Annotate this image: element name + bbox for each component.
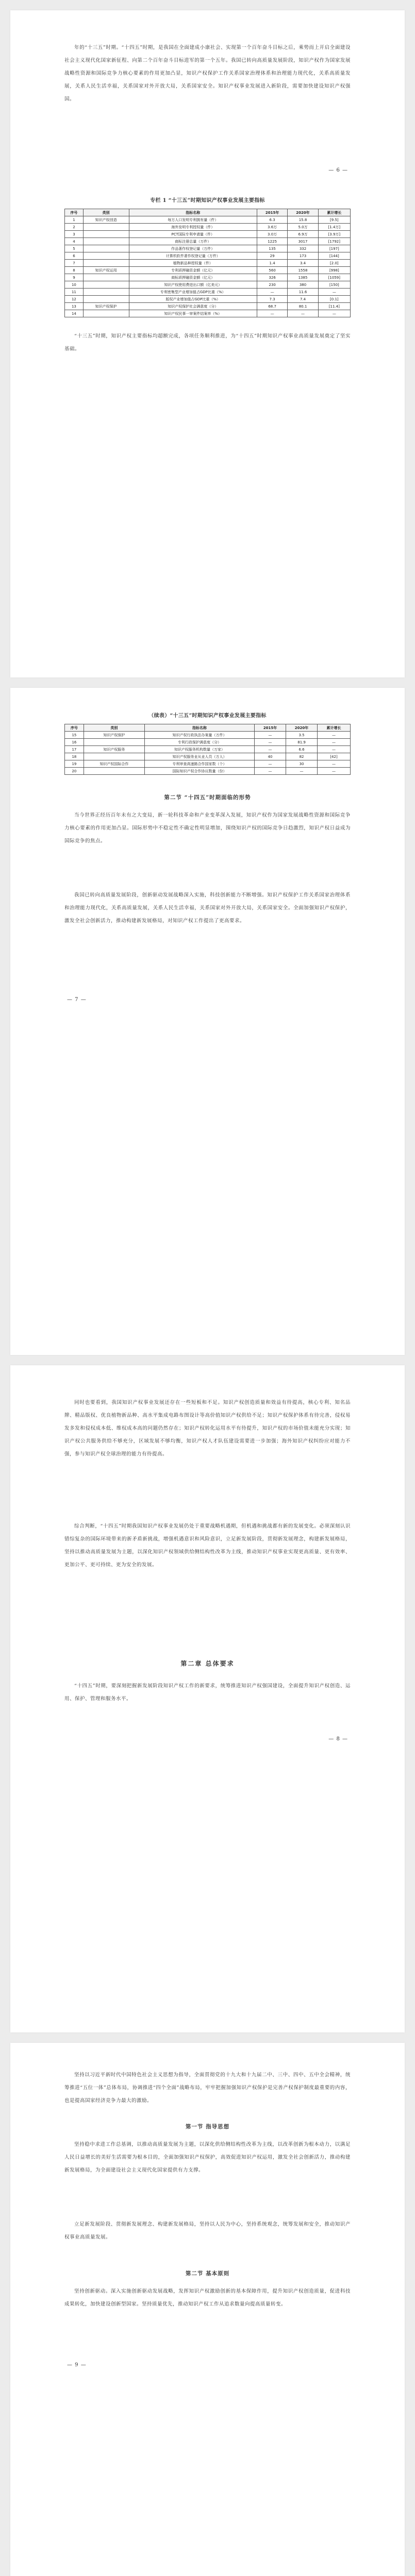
table-header-cell: 类别 [83, 209, 129, 216]
table-cell [83, 310, 129, 317]
table-cell: 560 [257, 267, 287, 274]
table-cell: — [318, 732, 351, 739]
table-cell: — [318, 746, 351, 753]
table-row [65, 760, 351, 768]
indicator-table-continued [64, 724, 351, 775]
table-cell: 每万人口发明专利拥有量（件） [129, 216, 257, 224]
table-row [65, 274, 351, 281]
paragraph: “十三五”时期，知识产权主要指标均超额完成，各项任务顺利推进，为“十四五”时期知识产权事业高质量发展奠定了坚实基础。 [64, 333, 351, 352]
table-cell: 81.9 [286, 739, 318, 746]
table-cell: 30 [286, 760, 318, 768]
page-number: — 9 — [67, 2362, 87, 2368]
table-cell: 1.4 [257, 260, 287, 267]
table-cell [84, 739, 144, 746]
table-cell: — [255, 768, 286, 775]
table-cell: 3.0万 [257, 231, 287, 238]
paragraph: 我国已转向高质量发展阶段，创新驱动发展战略深入实施，科技创新能力不断增强。知识产权保护工作关系国家治理体系和治理能力现代化，关系高质量发展，关系人民生活幸福，关系国家对外开放大局，关系国家安全。全面加强知识产权保护，激发全社会创新活力，推动构建新发展格局，对知识产权工作提出了更高要求。 [64, 892, 351, 924]
table-cell: 计算机软件著作权登记量（万件） [129, 252, 257, 260]
paragraph: 坚持稳中求进工作总基调，以推动高质量发展为主题，以深化供给侧结构性改革为主线，以改革创新为根本动力，以满足人民日益增长的美好生活需要为根本目的，全面加强知识产权保护，高效促进知识产权运用，激发全社会创新活力，推动构建新发展格局，为全面建设社会主义现代化国家提供有力支撑。 [64, 2142, 351, 2173]
table-cell [83, 296, 129, 303]
table-cell: [998] [318, 267, 350, 274]
table-cell: 知识产权保护社会满意度（分） [129, 303, 257, 310]
section-title: 第一节 指导思想 [185, 2124, 230, 2130]
document-page-1 [10, 10, 405, 677]
table-cell: 20 [65, 768, 84, 775]
paragraph: 年的“十三五”时期。“十四五”时期，是我国在全面建成小康社会、实现第一个百年奋斗目标之后，乘势而上开启全面建设社会主义现代化国家新征程、向第二个百年奋斗目标进军的第一个五年。我国已转向高质量发展阶段，知识产权作为国家发展战略性资源和国际竞争力核心要素的作用更加凸显，知识产权保护工作关系国家治理体系和治理能力现代化，关系高质量发展，关系人民生活幸福，关系国家对外开放大局，关系国家安全。知识产权事业发展进入新阶段，需要加快建设知识产权强国。 [64, 45, 351, 102]
table-cell: — [318, 768, 351, 775]
table-cell: — [255, 732, 286, 739]
table-cell: 13 [65, 303, 84, 310]
table-cell: 135 [257, 245, 287, 252]
table-header-cell: 2015年 [257, 209, 287, 216]
table-row [65, 310, 351, 317]
paragraph: 同时也要看到，我国知识产权事业发展还存在一些短板和不足。知识产权创造质量和效益有待提高，核心专利、知名品牌、精品版权、优良植物新品种、高水平集成电路布图设计等高价值知识产权供给不足；知识产权保护体系有待完善，侵权易发多发和侵权成本低、维权成本高的问题仍然存在；知识产权转化运用水平有待提升，知识产权的市场价值未能充分实现；知识产权公共服务供给不够充分，区域发展不够均衡，知识产权人才队伍建设需要进一步加强；海外知识产权纠纷应对能力不强，参与知识产权全球治理的能力有待提高。 [64, 1400, 351, 1457]
table-header-row [65, 724, 351, 732]
table-row [65, 739, 351, 746]
table-row [65, 303, 351, 310]
table-cell: 商标注册总量（万件） [129, 238, 257, 245]
table-cell: 3.6万 [257, 224, 287, 231]
table-cell: [1792] [318, 238, 350, 245]
table-cell [84, 768, 144, 775]
table-cell: — [318, 289, 350, 296]
table-cell: 3 [65, 231, 84, 238]
table-header-cell: 指标名称 [144, 724, 254, 732]
paragraph: 立足新发展阶段、贯彻新发展理念、构建新发展格局，坚持以人民为中心，坚持系统观念，统筹发展和安全，推动知识产权事业高质量发展。 [64, 2222, 351, 2240]
table-cell: 14 [65, 310, 84, 317]
table-cell: 版权产业增加值占GDP比重（%） [129, 296, 257, 303]
table-cell: 380 [288, 281, 318, 289]
table-cell: 作品著作权登记量（万件） [129, 245, 257, 252]
table-cell: [150] [318, 281, 350, 289]
table-cell: [1.4万] [318, 224, 350, 231]
table-row [65, 245, 351, 252]
table-cell: 知识产权创造 [83, 216, 129, 224]
table-cell: 知识产权保护 [83, 303, 129, 310]
table-row [65, 224, 351, 231]
table-cell: [9.5] [318, 216, 350, 224]
table-cell: 18 [65, 753, 84, 760]
table-cell: PCT国际专利申请量（件） [129, 231, 257, 238]
table-row [65, 753, 351, 760]
page-number: — 8 — [328, 1736, 348, 1742]
table-cell: 80.1 [288, 303, 318, 310]
table-cell: 332 [288, 245, 318, 252]
table-cell: 1225 [257, 238, 287, 245]
table-header-cell: 2015年 [255, 724, 286, 732]
table-cell [83, 260, 129, 267]
table-cell: — [257, 289, 287, 296]
document-page-2 [10, 688, 405, 1355]
indicator-table [64, 209, 351, 317]
table-cell: 知识产权服务 [84, 746, 144, 753]
table-cell: 6.6 [286, 746, 318, 753]
table-cell: [11.4] [318, 303, 350, 310]
table-cell: 商标质押融资金额（亿元） [129, 274, 257, 281]
table-cell: 海外发明专利授权量（件） [129, 224, 257, 231]
table-caption: 专栏 1 “十三五”时期知识产权事业发展主要指标 [150, 198, 265, 204]
table-cell: [2.0] [318, 260, 350, 267]
table-cell: 知识产权国际合作 [84, 760, 144, 768]
table-cell: 17 [65, 746, 84, 753]
table-cell: — [318, 310, 350, 317]
table-cell [84, 753, 144, 760]
table-cell: 15.8 [288, 216, 318, 224]
table-header-cell: 序号 [65, 209, 84, 216]
table-cell: 7.4 [288, 296, 318, 303]
table-cell: 9 [65, 274, 84, 281]
table-caption: （续表）“十三五”时期知识产权事业发展主要指标 [148, 713, 267, 719]
table-cell: 29 [257, 252, 287, 260]
table-cell: 知识产权行政执法办案量（万件） [144, 732, 254, 739]
table-cell: 326 [257, 274, 287, 281]
table-cell [83, 289, 129, 296]
table-cell: 1 [65, 216, 84, 224]
table-cell: 11.6 [288, 289, 318, 296]
table-cell: 16 [65, 739, 84, 746]
table-cell [83, 231, 129, 238]
table-header-cell: 2020年 [288, 209, 318, 216]
table-cell: [42] [318, 753, 351, 760]
table-cell: 植物新品种授权量（件） [129, 260, 257, 267]
table-cell: 5 [65, 245, 84, 252]
table-header-cell: 类别 [84, 724, 144, 732]
table-cell: 5.0万 [288, 224, 318, 231]
table-cell: — [255, 739, 286, 746]
table-row [65, 296, 351, 303]
table-cell: 6.3 [257, 216, 287, 224]
table-cell: 173 [288, 252, 318, 260]
table-cell: 专利行政保护满意度（分） [144, 739, 254, 746]
page-number: — 7 — [67, 997, 87, 1003]
table-cell [83, 281, 129, 289]
table-row [65, 281, 351, 289]
section-title: 第二节 基本原则 [185, 2270, 230, 2277]
table-cell [83, 274, 129, 281]
table-row [65, 732, 351, 739]
table-row [65, 768, 351, 775]
table-cell: 82 [286, 753, 318, 760]
paragraph: 当今世界正经历百年未有之大变局，新一轮科技革命和产业变革深入发展，知识产权作为国家发展战略性资源和国际竞争力核心要素的作用更加凸显。国际形势中不稳定性不确定性明显增加，围绕知识产权的国际竞争日趋激烈，知识产权日益成为国际竞争的焦点。 [64, 812, 351, 844]
table-cell: 7.3 [257, 296, 287, 303]
table-cell: 国际知识产权合作协议数量（份） [144, 768, 254, 775]
section-title: 第二节 “十四五”时期面临的形势 [164, 794, 251, 801]
table-cell: 知识产权服务机构数量（万家） [144, 746, 254, 753]
table-row [65, 216, 351, 224]
table-header-cell: 指标名称 [129, 209, 257, 216]
paragraph: 坚持以习近平新时代中国特色社会主义思想为指导，全面贯彻党的十九大和十九届二中、三中、四中、五中全会精神，统筹推进“五位一体”总体布局，协调推进“四个全面”战略布局，牢牢把握加强知识产权保护是完善产权保护制度最重要的内容，也是提高国家经济竞争力最大的激励。 [64, 2072, 351, 2104]
table-cell: 2 [65, 224, 84, 231]
table-cell: 4 [65, 238, 84, 245]
document-page-3 [10, 1365, 405, 2032]
table-cell: 知识产权民事一审案件结案率（%） [129, 310, 257, 317]
table-cell: 3.5 [286, 732, 318, 739]
paragraph: “十四五”时期，要深刻把握新发展阶段知识产权工作的新要求，统筹推进知识产权强国建设，全面提升知识产权创造、运用、保护、管理和服务水平。 [64, 1683, 351, 1702]
table-cell [83, 238, 129, 245]
table-header-cell: 序号 [65, 724, 84, 732]
table-row [65, 260, 351, 267]
table-cell: [197] [318, 245, 350, 252]
table-cell: 专利审查高速路合作国家数（个） [144, 760, 254, 768]
table-cell: 6.9万 [288, 231, 318, 238]
table-cell: 230 [257, 281, 287, 289]
table-header-cell: 累计增长 [318, 209, 350, 216]
table-cell: — [255, 760, 286, 768]
table-header-cell: 累计增长 [318, 724, 351, 732]
page-number: — 6 — [328, 167, 348, 173]
table-cell: 15 [65, 732, 84, 739]
table-cell: 知识产权使用费进出口额（亿美元） [129, 281, 257, 289]
table-cell: 专利密集型产业增加值占GDP比重（%） [129, 289, 257, 296]
table-cell: 10 [65, 281, 84, 289]
table-cell: — [286, 768, 318, 775]
chapter-title: 第二章 总体要求 [180, 1660, 235, 1667]
table-row [65, 231, 351, 238]
table-cell: 1385 [288, 274, 318, 281]
table-cell: [0.1] [318, 296, 350, 303]
table-row [65, 238, 351, 245]
table-row [65, 289, 351, 296]
table-row [65, 252, 351, 260]
table-row [65, 267, 351, 274]
table-cell: — [318, 739, 351, 746]
table-cell [83, 224, 129, 231]
table-cell: 11 [65, 289, 84, 296]
table-cell: [144] [318, 252, 350, 260]
table-cell: 知识产权运用 [83, 267, 129, 274]
table-cell: 知识产权服务业从业人员（万人） [144, 753, 254, 760]
table-cell [83, 252, 129, 260]
table-cell: 40 [255, 753, 286, 760]
table-cell: — [288, 310, 318, 317]
table-cell [83, 245, 129, 252]
table-cell: 12 [65, 296, 84, 303]
table-cell: 7 [65, 260, 84, 267]
document-page-4 [10, 2043, 405, 2576]
table-cell: 68.7 [257, 303, 287, 310]
table-cell: 3.4 [288, 260, 318, 267]
table-cell: [3.9万] [318, 231, 350, 238]
table-cell: — [318, 760, 351, 768]
table-cell: 19 [65, 760, 84, 768]
paragraph: 综合判断，“十四五”时期我国知识产权事业发展仍处于重要战略机遇期，但机遇和挑战都有新的发展变化。必须深刻认识错综复杂的国际环境带来的新矛盾新挑战，增强机遇意识和风险意识，立足新发展阶段，贯彻新发展理念，构建新发展格局，坚持以推动高质量发展为主题，以深化知识产权领域供给侧结构性改革为主线，推动知识产权事业实现更高质量、更有效率、更加公平、更可持续、更为安全的发展。 [64, 1523, 351, 1568]
table-cell: 1558 [288, 267, 318, 274]
paragraph: 坚持创新驱动。深入实施创新驱动发展战略，发挥知识产权激励创新的基本保障作用，提升知识产权创造质量，促进科技成果转化，加快建设创新型国家。坚持质量优先，推动知识产权工作从追求数量向提高质量转变。 [64, 2289, 351, 2307]
table-header-cell: 2020年 [286, 724, 318, 732]
table-cell: 专利质押融资金额（亿元） [129, 267, 257, 274]
table-cell: 3017 [288, 238, 318, 245]
table-cell: 知识产权保护 [84, 732, 144, 739]
table-header-row [65, 209, 351, 216]
table-cell: — [257, 310, 287, 317]
table-cell: 6 [65, 252, 84, 260]
table-cell: — [255, 746, 286, 753]
table-cell: 8 [65, 267, 84, 274]
table-row [65, 746, 351, 753]
table-cell: [1059] [318, 274, 350, 281]
